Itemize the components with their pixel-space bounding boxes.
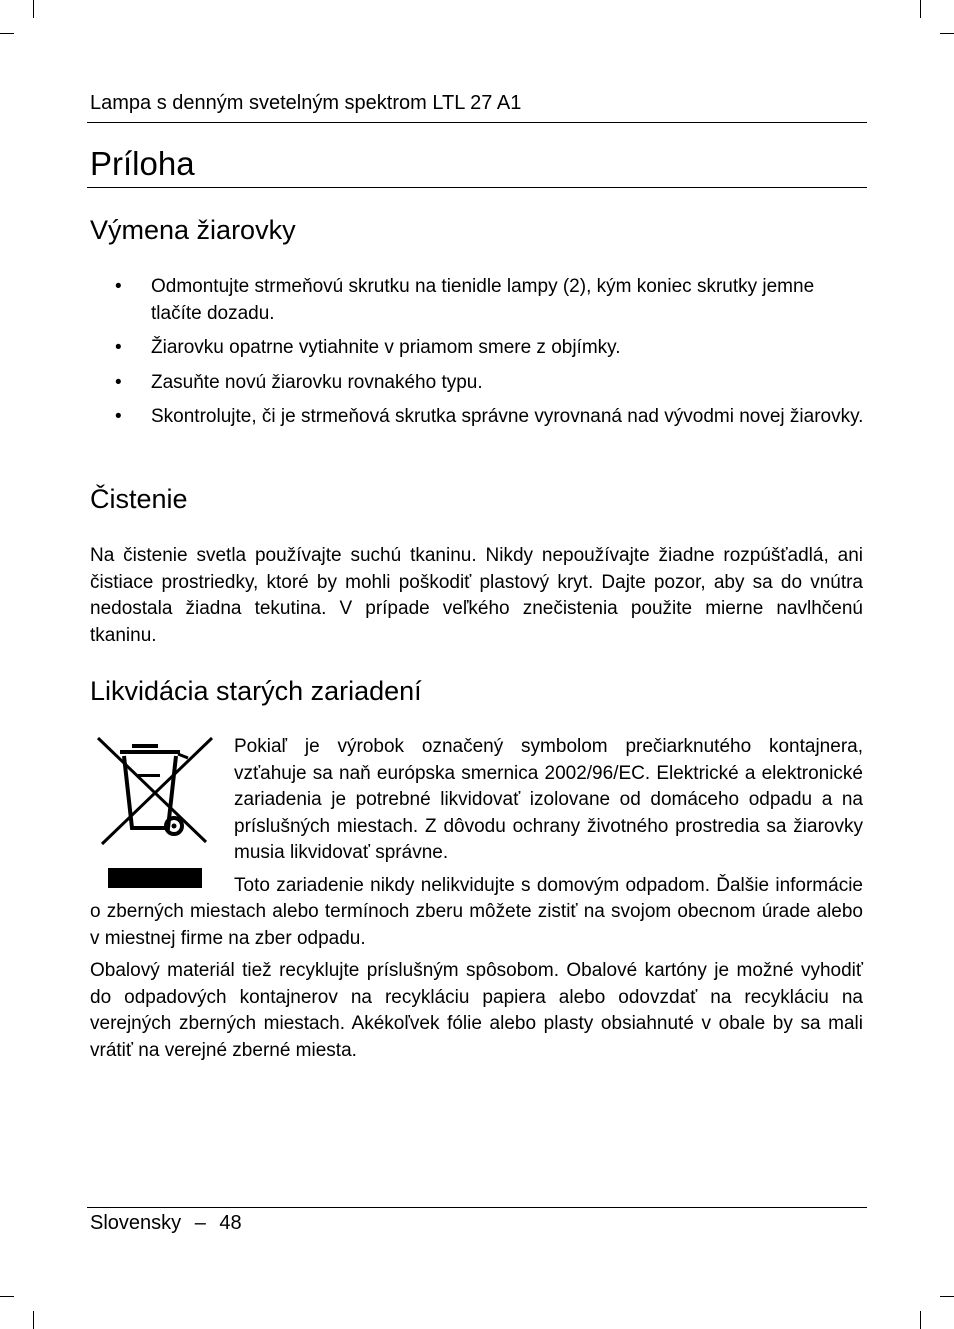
bulb-steps-list bbox=[90, 274, 865, 439]
heading-cleaning: Čistenie bbox=[90, 484, 188, 514]
disposal-paragraph-2: Toto zariadenie nikdy nelikvidujte s domovým odpadom. Ďalšie informácie o zberných miestach alebo termínoch zberu môžete zistiť na svojom obecnom úrade alebo v miestnej firme na zber odpadu. bbox=[90, 874, 863, 949]
crop-mark bbox=[920, 0, 921, 18]
page-footer bbox=[90, 1212, 242, 1235]
crop-mark bbox=[0, 1296, 14, 1297]
running-header: Lampa s denným svetelným spektrom LTL 27 A1 bbox=[90, 92, 522, 114]
page-number: 48 bbox=[219, 1212, 242, 1234]
bullet-icon: • bbox=[115, 371, 122, 393]
crop-mark bbox=[33, 1311, 34, 1329]
cleaning-paragraph: Na čistenie svetla používajte suchú tkaninu. Nikdy nepoužívajte žiadne rozpúšťadlá, ani čistiace prostriedky, ktoré by mohli poškodiť plastový kryt. Dajte pozor, aby sa do vnútra nedostala žiadna tekutina. V prípade veľkého znečistenia použite mierne navlhčenú tkaninu. bbox=[90, 545, 863, 646]
footer-separator: – bbox=[194, 1212, 206, 1234]
crop-mark bbox=[940, 33, 954, 34]
bullet-icon: • bbox=[115, 406, 122, 427]
disposal-paragraph-3: Obalový materiál tiež recyklujte príslušným spôsobom. Obalové kartóny je možné vyhodiť do odpadových kontajnerov na recykláciu papiera alebo odovzdať na recykláciu na verejných zberných miestach. Akékoľvek fólie alebo plasty obsiahnuté v obale by sa mali vrátiť na verejné zberné miesta. bbox=[90, 960, 863, 1061]
footer-language: Slovensky bbox=[90, 1212, 182, 1234]
crossed-out-wheelie-bin-icon bbox=[90, 734, 220, 892]
crop-mark bbox=[940, 1296, 954, 1297]
page-title: Príloha bbox=[90, 145, 195, 182]
list-item: • Žiarovku opatrne vytiahnite v priamom smere z objímky. bbox=[90, 335, 865, 362]
footer-rule bbox=[87, 1207, 867, 1208]
bullet-icon: • bbox=[115, 276, 122, 297]
list-item: • Zasuňte novú žiarovku rovnakého typu. bbox=[90, 370, 865, 397]
title-rule bbox=[87, 187, 867, 188]
heading-bulb-replacement: Výmena žiarovky bbox=[90, 215, 296, 245]
list-item: • Odmontujte strmeňovú skrutku na tienidle lampy (2), kým koniec skrutky jemne tlačíte dozadu. bbox=[115, 276, 815, 324]
list-item: • Skontrolujte, či je strmeňová skrutka správne vyrovnaná nad vývodmi novej žiarovky. bbox=[90, 404, 865, 431]
bullet-icon: • bbox=[115, 337, 122, 358]
crop-mark bbox=[920, 1311, 921, 1329]
header-rule bbox=[87, 122, 867, 123]
disposal-paragraph-1: Pokiaľ je výrobok označený symbolom prečiarknutého kontajnera, vzťahuje sa naň európska smernica 2002/96/EC. Elektrické a elektronické zariadenia je potrebné likvidovať izolovane od domáceho odpadu a na príslušných miestach. Z dôvodu ochrany životného prostredia sa žiarovky musia likvidovať správne. bbox=[234, 736, 863, 863]
crop-mark bbox=[0, 33, 14, 34]
crop-mark bbox=[33, 0, 34, 18]
disposal-section bbox=[90, 734, 863, 1064]
heading-disposal: Likvidácia starých zariadení bbox=[90, 676, 422, 706]
